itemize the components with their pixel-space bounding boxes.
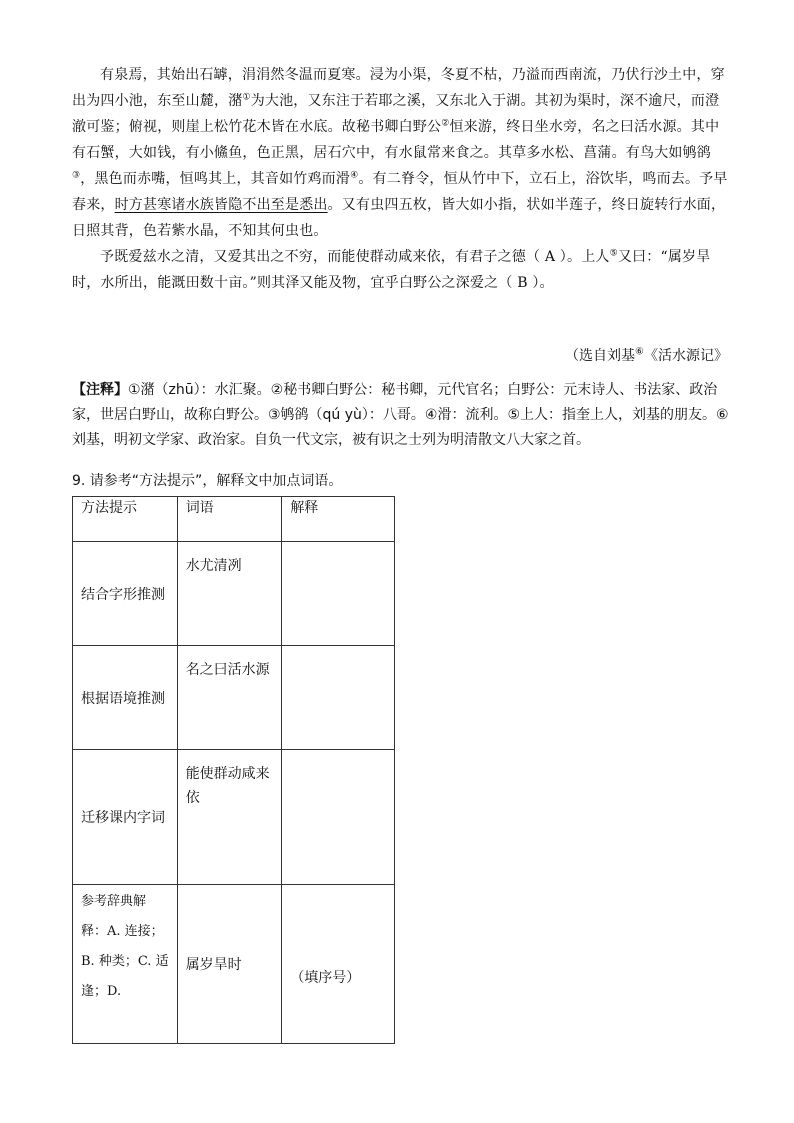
note-marker: ⑥	[635, 346, 644, 358]
annotations-text: ①潴（zhū）：水汇聚。②秘书卿白野公：秘书卿，元代官名；白野公：元末诗人、书法家、政治家，世居白野山，故称白野公。③鸲鹆（qú yù）：八哥。④滑：流利。⑤上人：指奎上人，刘基的朋友。⑥刘基，明初文学家、政治家。自负一代文宗，被有识之士列为明清散文八大家之首。	[72, 382, 729, 448]
table-row	[73, 542, 395, 646]
table-row	[73, 750, 395, 885]
underlined-sentence: 时方甚寒诸水族皆隐不出至是悉出	[114, 197, 328, 213]
table-row	[73, 646, 395, 750]
answer-cell[interactable]	[282, 646, 395, 750]
method-cell: 迁移课内字词	[73, 750, 178, 885]
header-phrase: 词语	[177, 497, 282, 542]
method-cell: 根据语境推测	[73, 646, 178, 750]
passage-text: 又曰：“属岁旱时，水所出，能溉田数十亩。”则其泽又能及物，宜乎白野公之深爱之（ B ）。	[72, 249, 711, 291]
phrase-text: 能使群动咸来依	[185, 766, 270, 806]
answer-cell[interactable]	[282, 542, 395, 646]
method-cell	[73, 885, 178, 1044]
source-title: 《活水源记》	[644, 348, 728, 364]
note-marker: ⑤	[609, 248, 618, 259]
annotations	[72, 378, 732, 453]
passage-text: 予既爱兹水之清，又爱其出之不穷，而能使群动咸来依，有君子之德（ A ）。上人	[100, 249, 610, 265]
header-method: 方法提示	[73, 497, 178, 542]
phrase-text: 名之曰活水源	[185, 662, 270, 678]
method-cell: 结合字形推测	[73, 542, 178, 646]
passage-text: 为大池，又东注于若耶之溪，又东北入于湖。其初为渠时，深不逾尺，而澄澈可鉴；俯视，则崖上松竹花木皆在水底。故秘书卿白野公	[72, 93, 720, 135]
phrase-cell	[177, 646, 282, 750]
phrase-cell	[177, 542, 282, 646]
question-9: 9. 请参考“方法提示”，解释文中加点词语。	[72, 473, 343, 489]
header-explanation: 解释	[282, 497, 395, 542]
phrase-cell	[177, 750, 282, 885]
answer-cell[interactable]	[282, 750, 395, 885]
table-header-row	[73, 497, 395, 542]
passage-text: 。又有虫四五枚，皆大如小指，状如半莲子，终日旋转行水面，日照其背，色若紫水晶，不知其何虫也。	[72, 197, 726, 239]
note-marker: ③	[72, 170, 81, 181]
passage-text: 有泉焉，其始出石罅，涓涓然冬温而夏寒。浸为小渠，冬夏不枯，乃溢而西南流，乃伏行沙土中，穿出为四小池，东至山麓，潴	[72, 67, 725, 109]
note-marker: ④	[350, 170, 359, 181]
phrase-text: 水尤清冽	[185, 558, 242, 574]
phrase-cell: 属岁旱时	[177, 885, 282, 1044]
passage-text: 。有二脊令，恒从竹中下，立石上，浴饮毕，鸣而去。予早春来，	[72, 171, 728, 213]
table-row	[73, 885, 395, 1044]
method-table	[72, 496, 395, 1044]
passage-paragraph-2	[72, 244, 732, 296]
passage	[72, 62, 732, 296]
source-prefix: （选自刘基	[565, 348, 636, 364]
answer-cell[interactable]: （填序号）	[282, 885, 395, 1044]
passage-text: 恒来游，终日坐水旁，名之曰活水源。其中有石蟹，大如钱，有小鯈鱼，色正黑，居石穴中，有水鼠常来食之。其草多水松、菖蒲。有鸟大如鸲鹆	[72, 119, 720, 161]
note-marker: ②	[441, 118, 450, 129]
dictionary-reference: 参考辞典解释：A. 连接；B. 种类；C. 适逢；D.	[81, 894, 169, 999]
note-marker: ①	[242, 92, 251, 103]
source-citation	[565, 345, 728, 365]
passage-paragraph-1	[72, 62, 732, 244]
passage-text: ，黑色而赤嘴，恒鸣其上，其音如竹鸡而滑	[80, 171, 351, 187]
annotations-label: 【注释】	[72, 382, 128, 398]
